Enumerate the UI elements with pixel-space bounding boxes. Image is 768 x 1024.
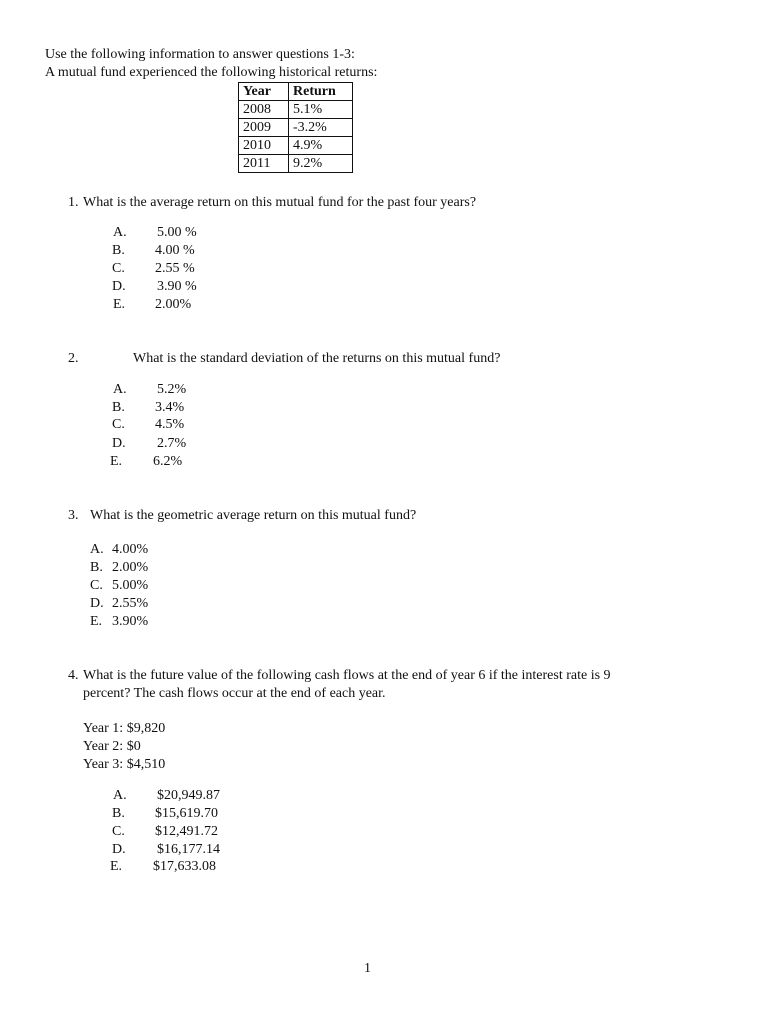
option-value: 2.7% [157,436,187,451]
intro-line-1: Use the following information to answer questions 1-3: [45,47,355,62]
option-value: 3.4% [155,400,185,415]
return-cell: 5.1% [289,101,353,119]
option-letter: E. [90,614,103,629]
option-letter: C. [112,261,125,276]
return-cell: 4.9% [289,137,353,155]
question-text: What is the standard deviation of the returns on this mutual fund? [133,351,501,366]
option-value: 2.55 % [155,261,195,276]
cash-flow-item: Year 2: $0 [83,739,141,754]
year-cell: 2009 [239,119,289,137]
option-letter: A. [113,788,127,803]
option-letter: E. [113,297,126,312]
return-cell: 9.2% [289,155,353,173]
option-value: 5.00 % [157,225,197,240]
column-header: Return [289,83,353,101]
returns-table [238,82,353,173]
option-value: 6.2% [153,454,183,469]
cash-flow-item: Year 1: $9,820 [83,721,166,736]
year-cell: 2011 [239,155,289,173]
question-number: 1. [68,195,79,210]
option-letter: B. [112,806,125,821]
year-cell: 2010 [239,137,289,155]
option-letter: E. [110,859,123,874]
table-header-row [239,83,353,101]
option-letter: A. [113,225,127,240]
intro-line-2: A mutual fund experienced the following historical returns: [45,65,378,80]
option-letter: B. [112,400,125,415]
option-letter: D. [112,436,126,451]
option-letter: C. [90,578,103,593]
year-cell: 2008 [239,101,289,119]
option-letter: D. [90,596,104,611]
option-letter: C. [112,417,125,432]
question-number: 2. [68,351,79,366]
option-letter: A. [90,542,104,557]
option-letter: B. [112,243,125,258]
option-value: $17,633.08 [153,859,216,874]
option-value: 4.5% [155,417,185,432]
question-number: 3. [68,508,79,523]
option-letter: C. [112,824,125,839]
page-number: 1 [364,961,371,976]
table-row [239,101,353,119]
question-text-line-1: What is the future value of the following cash flows at the end of year 6 if the interest rate is 9 [83,668,611,683]
return-cell: -3.2% [289,119,353,137]
option-value: 4.00 % [155,243,195,258]
table-row [239,137,353,155]
option-value: 2.55% [112,596,149,611]
option-letter: D. [112,842,126,857]
option-value: $20,949.87 [157,788,220,803]
table-row [239,119,353,137]
option-value: 3.90 % [157,279,197,294]
question-number: 4. [68,668,79,683]
option-letter: B. [90,560,103,575]
option-value: 2.00% [155,297,192,312]
question-text: What is the geometric average return on this mutual fund? [90,508,417,523]
option-value: 3.90% [112,614,149,629]
option-letter: E. [110,454,123,469]
option-value: 4.00% [112,542,149,557]
option-value: $15,619.70 [155,806,218,821]
question-text: What is the average return on this mutual fund for the past four years? [83,195,477,210]
option-value: 5.00% [112,578,149,593]
column-header: Year [239,83,289,101]
option-value: $12,491.72 [155,824,218,839]
option-letter: A. [113,382,127,397]
table-row [239,155,353,173]
option-letter: D. [112,279,126,294]
cash-flow-item: Year 3: $4,510 [83,757,166,772]
option-value: $16,177.14 [157,842,220,857]
option-value: 5.2% [157,382,187,397]
question-text-line-2: percent? The cash flows occur at the end of each year. [83,686,386,701]
option-value: 2.00% [112,560,149,575]
